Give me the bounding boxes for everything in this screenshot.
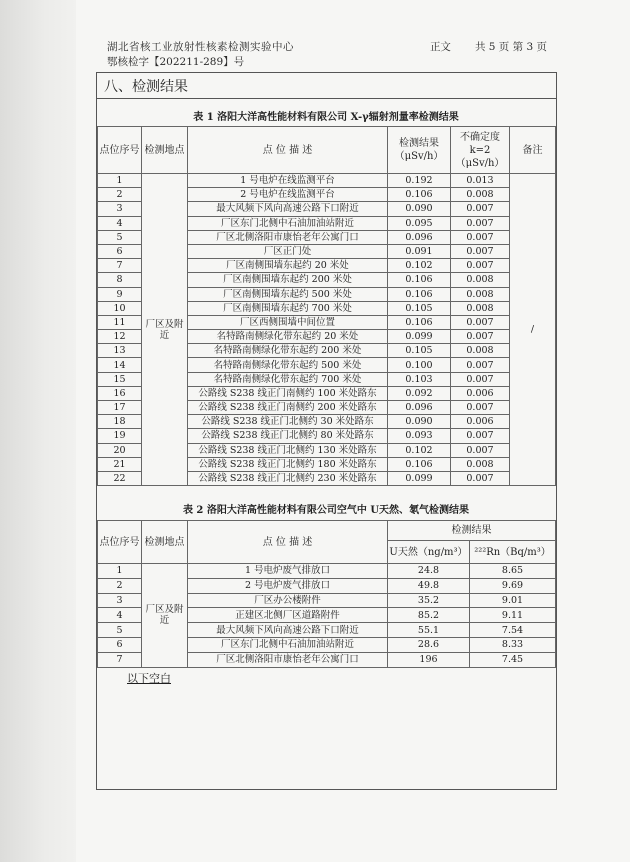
uncertainty-value: 0.008 xyxy=(451,344,510,358)
uncertainty-value: 0.006 xyxy=(451,386,510,400)
row-number: 3 xyxy=(98,593,142,608)
row-number: 3 xyxy=(98,202,142,216)
point-description: 最大风频下风向高速公路下口附近 xyxy=(188,202,388,216)
uncertainty-value: 0.007 xyxy=(451,358,510,372)
table2-caption: 表 2 洛阳大洋高性能材料有限公司空气中 U天然、氡气检测结果 xyxy=(182,505,470,516)
dose-rate-value: 0.100 xyxy=(388,358,451,372)
dose-rate-value: 0.102 xyxy=(388,443,451,457)
radon-value: 9.11 xyxy=(470,608,556,623)
point-description: 公路线 S238 线正门北侧约 130 米处路东 xyxy=(188,443,388,457)
dose-rate-value: 0.106 xyxy=(388,315,451,329)
row-number: 7 xyxy=(98,652,142,667)
point-description: 2 号电炉在线监测平台 xyxy=(188,188,388,202)
row-number: 5 xyxy=(98,230,142,244)
row-number: 16 xyxy=(98,386,142,400)
row-number: 4 xyxy=(98,216,142,230)
row-number: 14 xyxy=(98,358,142,372)
row-number: 1 xyxy=(98,174,142,188)
point-description: 厂区北侧洛阳市康怡老年公寓门口 xyxy=(188,652,388,667)
uncertainty-value: 0.007 xyxy=(451,401,510,415)
point-description: 厂区南侧围墙东起约 200 米处 xyxy=(188,273,388,287)
point-description: 公路线 S238 线正门北侧约 30 米处路东 xyxy=(188,415,388,429)
header-total-pages: 共 5 页 xyxy=(474,41,510,53)
dose-rate-value: 0.096 xyxy=(388,401,451,415)
row-number: 10 xyxy=(98,301,142,315)
row-number: 5 xyxy=(98,623,142,638)
radon-value: 7.54 xyxy=(470,623,556,638)
air-uranium-radon-table xyxy=(97,520,556,668)
row-number: 8 xyxy=(98,273,142,287)
uncertainty-value: 0.007 xyxy=(451,372,510,386)
point-description: 公路线 S238 线正门北侧约 230 米处路东 xyxy=(188,471,388,485)
note-cell: / xyxy=(510,174,556,486)
table1-caption: 表 1 洛阳大洋高性能材料有限公司 X-γ辐射剂量率检测结果 xyxy=(193,112,459,123)
uranium-value: 55.1 xyxy=(388,623,470,638)
t1-header-uncertainty: 不确定度 k=2（μSv/h） xyxy=(451,127,510,174)
point-description: 1 号电炉废气排放口 xyxy=(188,564,388,579)
row-number: 18 xyxy=(98,415,142,429)
point-description: 名特路南侧绿化带东起约 700 米处 xyxy=(188,372,388,386)
t1-header-site: 检测地点 xyxy=(142,127,188,174)
point-description: 最大风频下风向高速公路下口附近 xyxy=(188,623,388,638)
row-number: 11 xyxy=(98,315,142,329)
dose-rate-value: 0.105 xyxy=(388,301,451,315)
uncertainty-value: 0.007 xyxy=(451,330,510,344)
row-number: 21 xyxy=(98,457,142,471)
point-description: 厂区办公楼附件 xyxy=(188,593,388,608)
point-description: 厂区东门北侧中石油加油站附近 xyxy=(188,637,388,652)
point-description: 厂区南侧围墙东起约 20 米处 xyxy=(188,259,388,273)
point-description: 2 号电炉废气排放口 xyxy=(188,578,388,593)
row-number: 4 xyxy=(98,608,142,623)
point-description: 名特路南侧绿化带东起约 500 米处 xyxy=(188,358,388,372)
section-title: 八、检测结果 xyxy=(104,79,188,95)
row-number: 12 xyxy=(98,330,142,344)
radon-value: 7.45 xyxy=(470,652,556,667)
t2-header-seq: 点位序号 xyxy=(98,521,142,564)
t2-header-result-group: 检测结果 xyxy=(388,521,556,541)
row-number: 19 xyxy=(98,429,142,443)
uncertainty-value: 0.008 xyxy=(451,188,510,202)
row-number: 20 xyxy=(98,443,142,457)
radon-value: 8.33 xyxy=(470,637,556,652)
section-divider xyxy=(96,98,556,99)
point-description: 厂区北侧洛阳市康怡老年公寓门口 xyxy=(188,230,388,244)
header-org: 湖北省核工业放射性核素检测实验中心 xyxy=(107,41,294,53)
uncertainty-value: 0.007 xyxy=(451,471,510,485)
uncertainty-value: 0.008 xyxy=(451,287,510,301)
uncertainty-value: 0.007 xyxy=(451,443,510,457)
dose-rate-value: 0.096 xyxy=(388,230,451,244)
uranium-value: 49.8 xyxy=(388,578,470,593)
t1-header-desc: 点 位 描 述 xyxy=(188,127,388,174)
uncertainty-value: 0.007 xyxy=(451,216,510,230)
row-number: 1 xyxy=(98,564,142,579)
dose-rate-value: 0.095 xyxy=(388,216,451,230)
row-number: 2 xyxy=(98,578,142,593)
t2-header-desc: 点 位 描 述 xyxy=(188,521,388,564)
t2-header-site: 检测地点 xyxy=(142,521,188,564)
dose-rate-value: 0.093 xyxy=(388,429,451,443)
uranium-value: 35.2 xyxy=(388,593,470,608)
header-report-no: 鄂核检字【202211-289】号 xyxy=(107,56,245,68)
uncertainty-value: 0.008 xyxy=(451,301,510,315)
dose-rate-value: 0.106 xyxy=(388,287,451,301)
point-description: 公路线 S238 线正门北侧约 180 米处路东 xyxy=(188,457,388,471)
page-header xyxy=(107,40,547,70)
dose-rate-value: 0.091 xyxy=(388,244,451,258)
uncertainty-value: 0.007 xyxy=(451,202,510,216)
dose-rate-value: 0.102 xyxy=(388,259,451,273)
dose-rate-value: 0.106 xyxy=(388,273,451,287)
row-number: 2 xyxy=(98,188,142,202)
row-number: 17 xyxy=(98,401,142,415)
t2-header-radon: ²²²Rn（Bq/m³） xyxy=(470,541,556,564)
point-description: 厂区南侧围墙东起约 500 米处 xyxy=(188,287,388,301)
uncertainty-value: 0.007 xyxy=(451,230,510,244)
dose-rate-value: 0.090 xyxy=(388,202,451,216)
uranium-value: 85.2 xyxy=(388,608,470,623)
dose-rate-value: 0.092 xyxy=(388,386,451,400)
table-row xyxy=(98,564,556,579)
uncertainty-value: 0.007 xyxy=(451,429,510,443)
site-cell: 厂区及附近 xyxy=(142,564,188,668)
t1-header-note: 备注 xyxy=(510,127,556,174)
header-current-page: 第 3 页 xyxy=(512,41,547,53)
radon-value: 8.65 xyxy=(470,564,556,579)
radon-value: 9.69 xyxy=(470,578,556,593)
uncertainty-value: 0.008 xyxy=(451,273,510,287)
uncertainty-value: 0.008 xyxy=(451,457,510,471)
dose-rate-value: 0.106 xyxy=(388,188,451,202)
t1-header-seq: 点位序号 xyxy=(98,127,142,174)
uranium-value: 24.8 xyxy=(388,564,470,579)
dose-rate-value: 0.106 xyxy=(388,457,451,471)
uranium-value: 196 xyxy=(388,652,470,667)
header-doc-type: 正文 xyxy=(429,41,451,53)
blank-below-note: 以下空白 xyxy=(127,672,171,685)
row-number: 6 xyxy=(98,637,142,652)
point-description: 公路线 S238 线正门北侧约 80 米处路东 xyxy=(188,429,388,443)
uranium-value: 28.6 xyxy=(388,637,470,652)
table-row xyxy=(98,174,556,188)
uncertainty-value: 0.006 xyxy=(451,415,510,429)
uncertainty-value: 0.007 xyxy=(451,315,510,329)
row-number: 7 xyxy=(98,259,142,273)
row-number: 6 xyxy=(98,244,142,258)
row-number: 22 xyxy=(98,471,142,485)
uncertainty-value: 0.007 xyxy=(451,259,510,273)
dose-rate-value: 0.099 xyxy=(388,471,451,485)
radon-value: 9.01 xyxy=(470,593,556,608)
site-cell: 厂区及附近 xyxy=(142,174,188,486)
dose-rate-value: 0.192 xyxy=(388,174,451,188)
point-description: 名特路南侧绿化带东起约 200 米处 xyxy=(188,344,388,358)
t2-header-uranium: U天然（ng/m³） xyxy=(388,541,470,564)
row-number: 13 xyxy=(98,344,142,358)
dose-rate-value: 0.090 xyxy=(388,415,451,429)
point-description: 正建区北侧厂区道路附件 xyxy=(188,608,388,623)
dose-rate-value: 0.105 xyxy=(388,344,451,358)
point-description: 公路线 S238 线正门南侧约 100 米处路东 xyxy=(188,386,388,400)
dose-rate-value: 0.099 xyxy=(388,330,451,344)
scan-margin xyxy=(0,0,76,862)
radiation-dose-table xyxy=(97,126,556,486)
dose-rate-value: 0.103 xyxy=(388,372,451,386)
point-description: 厂区西侧围墙中间位置 xyxy=(188,315,388,329)
uncertainty-value: 0.013 xyxy=(451,174,510,188)
row-number: 15 xyxy=(98,372,142,386)
point-description: 厂区东门北侧中石油加油站附近 xyxy=(188,216,388,230)
point-description: 名特路南侧绿化带东起约 20 米处 xyxy=(188,330,388,344)
row-number: 9 xyxy=(98,287,142,301)
point-description: 厂区南侧围墙东起约 700 米处 xyxy=(188,301,388,315)
point-description: 厂区正门处 xyxy=(188,244,388,258)
point-description: 1 号电炉在线监测平台 xyxy=(188,174,388,188)
uncertainty-value: 0.007 xyxy=(451,244,510,258)
t1-header-result: 检测结果（μSv/h） xyxy=(388,127,451,174)
point-description: 公路线 S238 线正门南侧约 200 米处路东 xyxy=(188,401,388,415)
